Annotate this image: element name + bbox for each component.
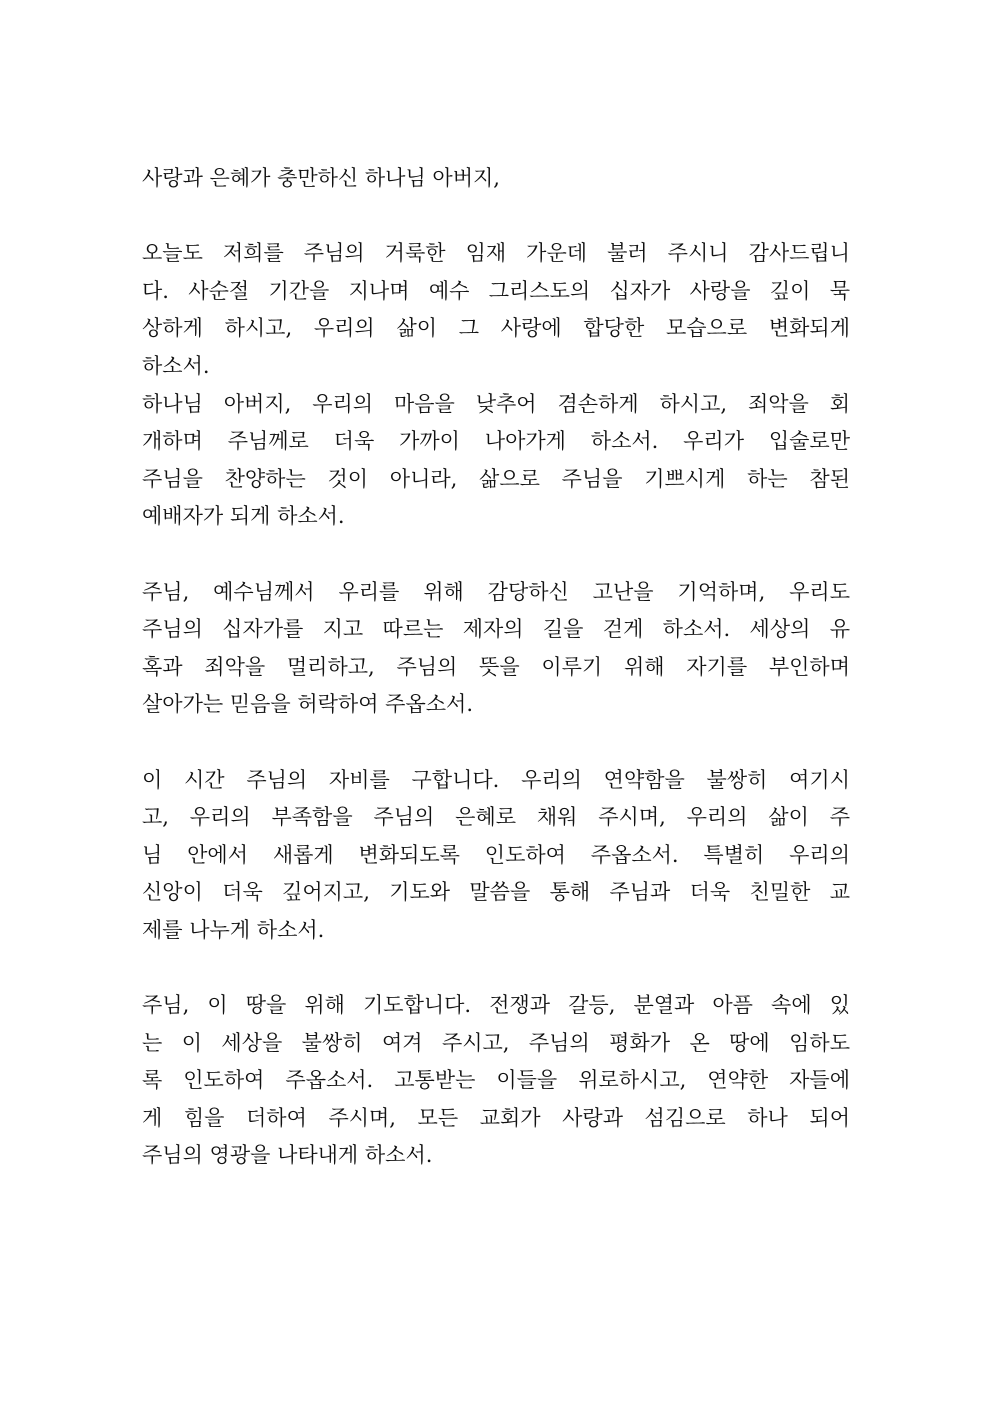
text-line: 고, 우리의 부족함을 주님의 은혜로 채워 주시며, 우리의 삶이 주 [142,805,850,830]
text-line: 주님을 찬양하는 것이 아니라, 삶으로 주님을 기쁘시게 하는 참된 [142,466,850,491]
paragraph-3 [142,762,850,950]
text-line: 살아가는 믿음을 허락하여 주옵소서. [142,692,473,717]
text-line: 게 힘을 더하여 주시며, 모든 교회가 사랑과 섬김으로 하나 되어 [142,1105,850,1130]
paragraph-gap [142,198,850,236]
text-line: 록 인도하여 주옵소서. 고통받는 이들을 위로하시고, 연약한 자들에 [142,1068,850,1093]
text-line: 신앙이 더욱 깊어지고, 기도와 말씀을 통해 주님과 더욱 친밀한 교 [142,880,850,905]
text-line: 개하며 주님께로 더욱 가까이 나아가게 하소서. 우리가 입술로만 [142,429,850,454]
text-line: 주님의 십자가를 지고 따르는 제자의 길을 걷게 하소서. 세상의 유 [142,617,850,642]
text-line: 주님의 영광을 나타내게 하소서. [142,1143,433,1168]
text-line: 님 안에서 새롭게 변화되도록 인도하여 주옵소서. 특별히 우리의 [142,842,850,867]
paragraph-2 [142,574,850,724]
paragraph-gap [142,536,850,574]
greeting-line: 사랑과 은혜가 충만하신 하나님 아버지, [142,166,500,190]
paragraph-gap [142,724,850,762]
text-line: 제를 나누게 하소서. [142,917,325,942]
text-line: 하나님 아버지, 우리의 마음을 낮추어 겸손하게 하시고, 죄악을 회 [142,391,850,416]
text-line: 상하게 하시고, 우리의 삶이 그 사랑에 합당한 모습으로 변화되게 [142,316,850,341]
text-line: 예배자가 되게 하소서. [142,504,345,529]
text-line: 는 이 세상을 불쌍히 여겨 주시고, 주님의 평화가 온 땅에 임하도 [142,1030,850,1055]
text-line: 혹과 죄악을 멀리하고, 주님의 뜻을 이루기 위해 자기를 부인하며 [142,654,850,679]
paragraph-1 [142,235,850,536]
prayer-text [142,160,850,1175]
text-line: 오늘도 저희를 주님의 거룩한 임재 가운데 불러 주시니 감사드립니 [142,241,850,266]
text-line: 다. 사순절 기간을 지나며 예수 그리스도의 십자가 사랑을 깊이 묵 [142,278,850,303]
text-line: 하소서. [142,353,210,378]
paragraph-gap [142,949,850,987]
paragraph-4 [142,987,850,1175]
text-line: 이 시간 주님의 자비를 구합니다. 우리의 연약함을 불쌍히 여기시 [142,767,850,792]
text-line: 주님, 예수님께서 우리를 위해 감당하신 고난을 기억하며, 우리도 [142,579,850,604]
text-line: 주님, 이 땅을 위해 기도합니다. 전쟁과 갈등, 분열과 아픔 속에 있 [142,993,850,1018]
